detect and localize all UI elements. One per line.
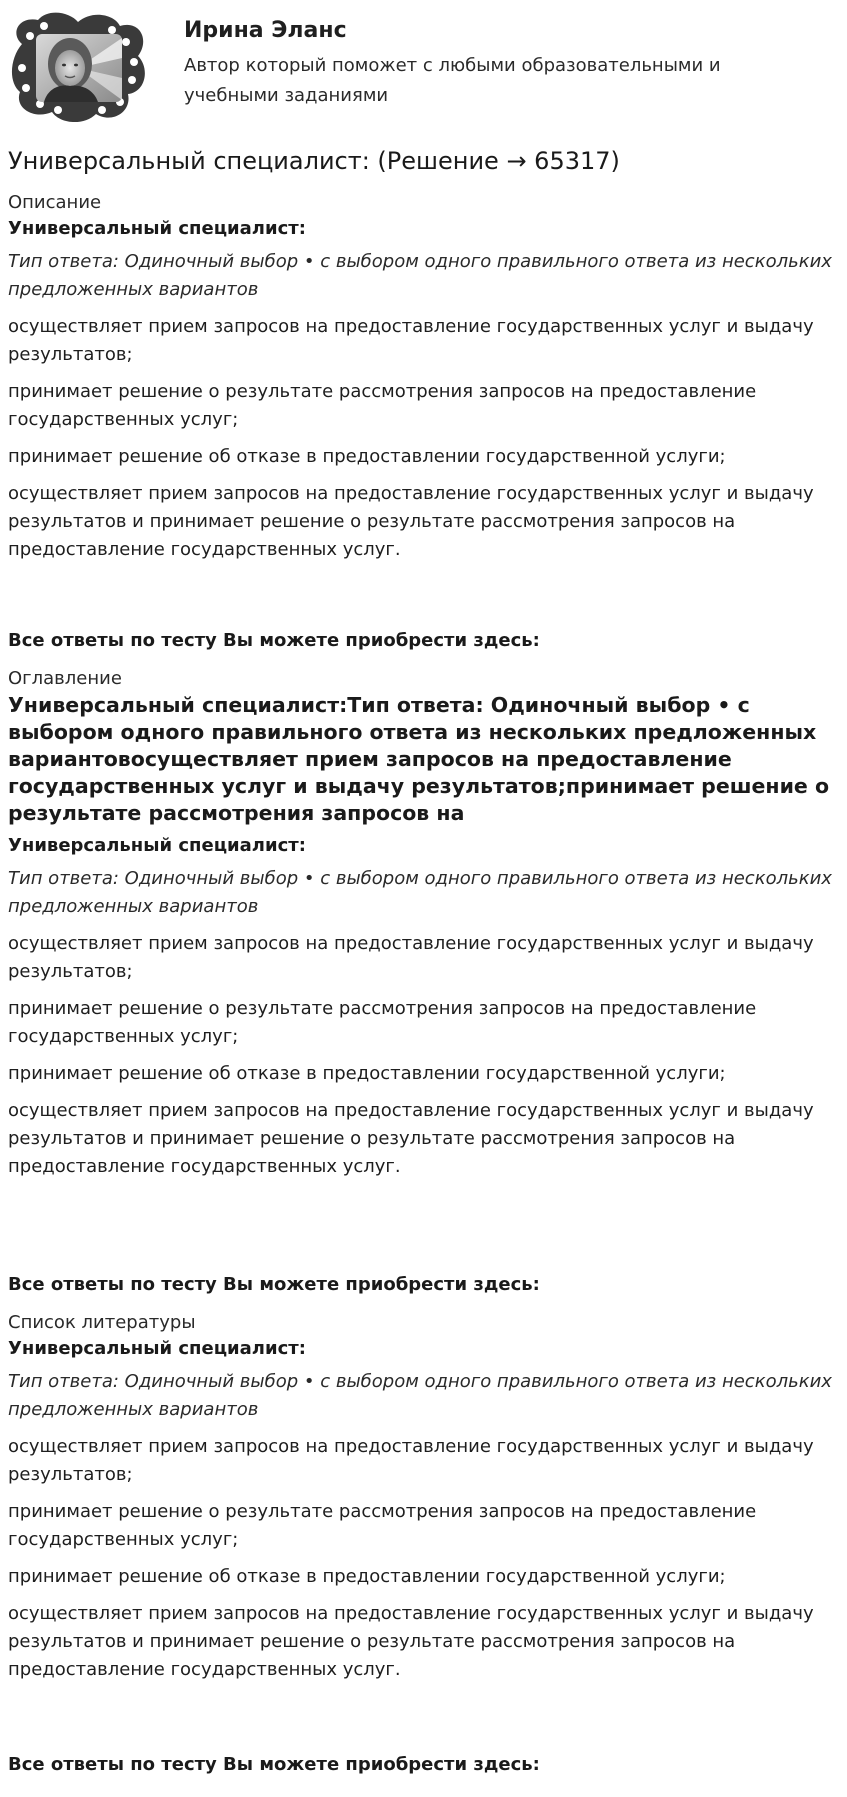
- avatar: [8, 8, 151, 126]
- question-title: Универсальный специалист:: [8, 218, 306, 239]
- section-label-literature: Список литературы: [8, 1312, 196, 1333]
- buy-answers-text: Все ответы по тесту Вы можете приобрести здесь:: [8, 1274, 540, 1295]
- page-title: Универсальный специалист: (Решение → 65317): [8, 147, 620, 175]
- answer-type: Тип ответа: Одиночный выбор • с выбором одного правильного ответа из нескольких предложенных вариантов: [8, 251, 832, 300]
- answer-option: принимает решение о результате рассмотрения запросов на предоставление государственных услуг;: [8, 1501, 757, 1550]
- answer-option: осуществляет прием запросов на предоставление государственных услуг и выдачу результатов;: [8, 316, 814, 365]
- answer-type: Тип ответа: Одиночный выбор • с выбором одного правильного ответа из нескольких предложенных вариантов: [8, 868, 832, 917]
- answer-option: принимает решение о результате рассмотрения запросов на предоставление государственных услуг;: [8, 381, 757, 430]
- answer-option: осуществляет прием запросов на предоставление государственных услуг и выдачу результатов и принимает решение о результате рассмотрения запросов на предоставление государственных услуг.: [8, 1100, 814, 1177]
- description-section: [8, 190, 840, 573]
- section-label-toc: Оглавление: [8, 668, 122, 689]
- question-title: Универсальный специалист:: [8, 835, 306, 856]
- answer-type: Тип ответа: Одиночный выбор • с выбором одного правильного ответа из нескольких предложенных вариантов: [8, 1371, 832, 1420]
- answer-option: принимает решение о результате рассмотрения запросов на предоставление государственных услуг;: [8, 998, 757, 1047]
- answer-option: осуществляет прием запросов на предоставление государственных услуг и выдачу результатов;: [8, 1436, 814, 1485]
- avatar-film-frame-icon: [8, 8, 151, 126]
- answer-option: принимает решение об отказе в предоставлении государственной услуги;: [8, 1566, 726, 1587]
- author-name[interactable]: Ирина Эланс: [184, 18, 347, 43]
- author-description: Автор который поможет с любыми образовательными и учебными заданиями: [184, 55, 721, 106]
- author-card: [8, 8, 838, 128]
- literature-section: [8, 1310, 840, 1693]
- toc-heading: Универсальный специалист:Тип ответа: Одиночный выбор • с выбором одного правильного ответа из нескольких предложенных вариантовосуществляет прием запросов на предоставление государственных услуг и выдачу результатов;принимает решение о результате рассмотрения запросов на: [8, 693, 830, 825]
- buy-answers-text: Все ответы по тесту Вы можете приобрести здесь:: [8, 630, 540, 651]
- answer-option: принимает решение об отказе в предоставлении государственной услуги;: [8, 1063, 726, 1084]
- answer-option: осуществляет прием запросов на предоставление государственных услуг и выдачу результатов и принимает решение о результате рассмотрения запросов на предоставление государственных услуг.: [8, 483, 814, 560]
- answer-option: принимает решение об отказе в предоставлении государственной услуги;: [8, 446, 726, 467]
- answer-option: осуществляет прием запросов на предоставление государственных услуг и выдачу результатов;: [8, 933, 814, 982]
- toc-section: [8, 666, 840, 1190]
- section-label-description: Описание: [8, 192, 102, 213]
- buy-answers-text: Все ответы по тесту Вы можете приобрести здесь:: [8, 1754, 540, 1775]
- question-title: Универсальный специалист:: [8, 1338, 306, 1359]
- answer-option: осуществляет прием запросов на предоставление государственных услуг и выдачу результатов и принимает решение о результате рассмотрения запросов на предоставление государственных услуг.: [8, 1603, 814, 1680]
